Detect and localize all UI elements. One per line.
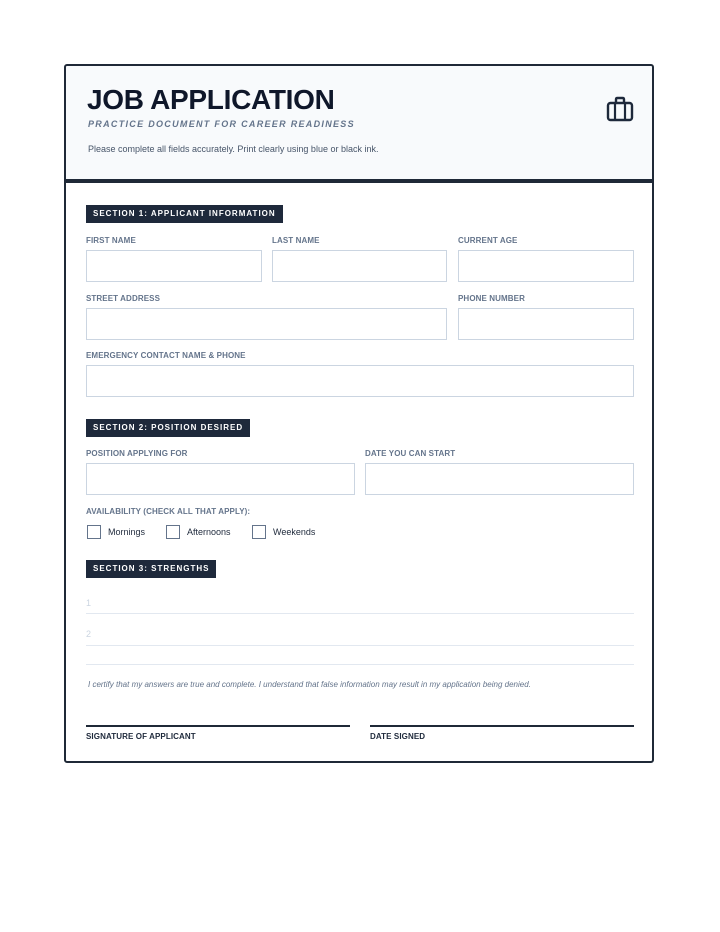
divider (86, 664, 634, 665)
last-name-field[interactable] (272, 250, 447, 282)
start-date-label: DATE YOU CAN START (365, 449, 456, 458)
section-3-tag: SECTION 3: STRENGTHS (86, 560, 216, 578)
afternoons-checkbox[interactable] (166, 525, 180, 539)
job-application-form (64, 64, 654, 763)
first-name-field[interactable] (86, 250, 262, 282)
strength-line-1-number: 1 (86, 598, 92, 608)
mornings-checkbox[interactable] (87, 525, 101, 539)
first-name-label: FIRST NAME (86, 236, 136, 245)
certification-statement: I certify that my answers are true and complete. I understand that false information may result in my application being denied. (88, 680, 531, 689)
position-label: POSITION APPLYING FOR (86, 449, 188, 458)
current-age-label: CURRENT AGE (458, 236, 518, 245)
section-1-tag: SECTION 1: APPLICANT INFORMATION (86, 205, 283, 223)
section-2-tag: SECTION 2: POSITION DESIRED (86, 419, 250, 437)
form-title: JOB APPLICATION (87, 84, 335, 115)
emergency-contact-field[interactable] (86, 365, 634, 397)
phone-number-field[interactable] (458, 308, 634, 340)
date-signed-label: DATE SIGNED (370, 732, 426, 741)
strength-line-2-number: 2 (86, 629, 92, 639)
street-address-field[interactable] (86, 308, 447, 340)
form-header (66, 66, 652, 183)
date-signed-line[interactable] (370, 725, 634, 727)
weekends-checkbox[interactable] (252, 525, 266, 539)
briefcase-icon (606, 96, 634, 122)
weekends-label: Weekends (273, 527, 316, 537)
applicant-signature-label: SIGNATURE OF APPLICANT (86, 732, 196, 741)
applicant-signature-line[interactable] (86, 725, 350, 727)
mornings-label: Mornings (108, 527, 146, 537)
form-instructions: Please complete all fields accurately. Print clearly using blue or black ink. (88, 144, 379, 154)
emergency-contact-label: EMERGENCY CONTACT NAME & PHONE (86, 351, 246, 360)
availability-label: AVAILABILITY (CHECK ALL THAT APPLY): (86, 507, 251, 516)
afternoons-label: Afternoons (187, 527, 231, 537)
strength-line-1[interactable] (86, 613, 634, 614)
street-address-label: STREET ADDRESS (86, 294, 161, 303)
strength-line-2[interactable] (86, 645, 634, 646)
last-name-label: LAST NAME (272, 236, 320, 245)
start-date-field[interactable] (365, 463, 634, 495)
position-field[interactable] (86, 463, 355, 495)
phone-number-label: PHONE NUMBER (458, 294, 525, 303)
current-age-field[interactable] (458, 250, 634, 282)
form-subtitle: PRACTICE DOCUMENT FOR CAREER READINESS (88, 119, 355, 129)
